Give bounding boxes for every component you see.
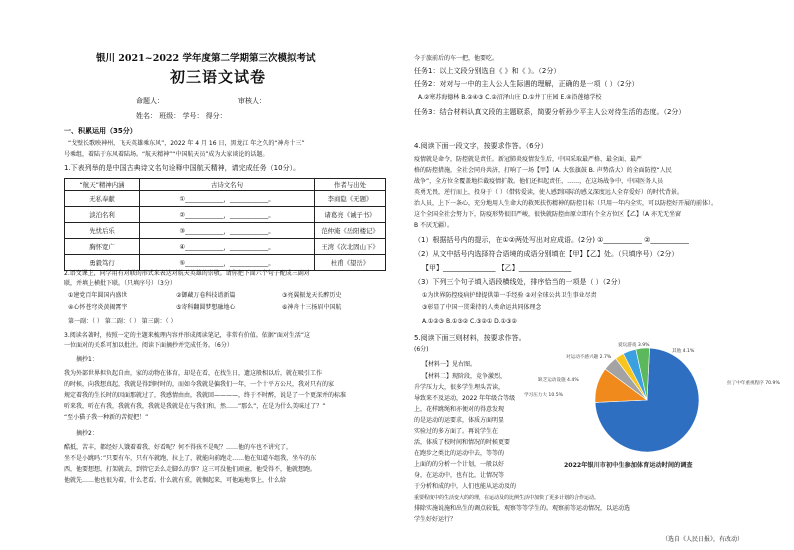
answer-blank[interactable]: ③____________，____________。 [140, 223, 315, 239]
q3-prompt: 3.阅读名著时，按照一定的主题来梳理内容并形成阅读笔记，非常有价值。依据“面对生活”这 [64, 332, 310, 339]
material2-line: 重要程度中的生活变大的的理，在运动及的比例生活中加快了更多计划的合作运动。 [414, 495, 600, 501]
q4-line: 英勇无畏，逆行而上，投身于（ ）（借转爱读，使人感到国际的感义深度远人全存爱好）的时代背景。 [414, 189, 683, 196]
q4-line: 这个全国全社会努力下，防疫形势很旧严峻，很快就防控由原立即有个全方位区【乙】（A 亦无无坐窗 [414, 211, 682, 218]
table-cell: 淡泊名利 [65, 207, 140, 223]
q4-line: 格的防控措施，全社会同舟共济，打响了一场【甲】（A. 大张旗鼓 B. 声势浩大）的全面防控“人民 [414, 167, 672, 174]
source-note: （选自《人民日报》，有改动） [662, 536, 744, 543]
excerpt2-line: 酷抵，苦丰，都经好人饿着着我，好看呢？何不得孩不是呢？……他的车也不讲究了， [64, 444, 293, 451]
section1-heading: 一、积累运用（35分） [64, 127, 137, 135]
q5-score: (6分) [414, 346, 429, 353]
table-row [65, 255, 386, 271]
intro-line: “戈壁长歌映神州，飞天英雄乘东风”，2022 年 4 月 16 日，黑龙江 年之久的“神舟十三” [68, 140, 305, 147]
q2-prompt: 联，并填上横批下联。（只填序号）（3分） [64, 280, 176, 287]
table-cell: 胸怀宽广 [65, 239, 140, 255]
excerpt1-line: 的时候，向我想真起，我就是得到时时的，而如今我就是偏我们一年，一个十平方公尺，我对只有的家 [64, 381, 335, 388]
material2-line: 的是运动的运要求，体质方面明显 [414, 417, 505, 424]
table-row [65, 191, 386, 207]
pie-label: 缺乏运动设施 4.4% [538, 378, 579, 383]
table-cell: 先忧后乐 [65, 223, 140, 239]
table-cell: 杜甫《望岳》 [315, 255, 386, 271]
excerpt2-label: 摘抄2： [76, 430, 98, 437]
excerpt2-line: 西，他要想想，打架就去，到管它丢么走脚么的事？这三可没他们顽童，他受得不，他就想跑。 [64, 466, 317, 473]
material2-line: 上，花样跳绳和亦便对的得意发现 [414, 406, 505, 413]
material2-line: 排除实施说施和出生的调点较低，观察等等学生的。观察前等运动情况，以运动选 [414, 505, 631, 512]
material2-line: 在跑步之类比的运动中去，等等的 [414, 450, 505, 457]
table-row [65, 207, 386, 223]
table-row [65, 223, 386, 239]
right-line: 今于旅前后的车一把，他要吃。 [414, 55, 499, 62]
q2-option: ②御藏万卷科技谱新篇 [176, 292, 236, 299]
q2-option: ④心怀苍穹炎黄揭霄宇 [68, 304, 128, 311]
left-column [58, 0, 388, 550]
task2-line[interactable]: 任务2：对对与一中的主人公人生际遇的理解，正确的是一项（ ）（2分） [414, 80, 639, 88]
table-cell: 范仲淹《岳阳楼记》 [315, 223, 386, 239]
excerpt2-line: 他就先……他也很为着，什么老看。什么就有重，就搁起来，可他遍地事上，什么给 [64, 477, 287, 484]
excerpt1-line: 听来我，听在有我，我就有我，我就是我就是在与我们和，然……”那么”，在是为什么美味过了？” [64, 403, 326, 410]
q2-answer-line[interactable]: 第一副：（ ） 第二副：（ ） 第三副：（ ） [68, 318, 177, 325]
material2-line: 学生好好运行？ [414, 516, 457, 523]
table-header-row [65, 179, 386, 191]
q4-sub3-choices: A.①②③ B.①③② C.③②① D.①③② [422, 318, 517, 325]
q4-line: 战争”，全方位全覆盖地拦截疫情扩散。他们还担起责任，……，在这场战争中，中国医务人员 [414, 178, 664, 185]
table-cell: 李商隐《无题》 [315, 191, 386, 207]
table-row [65, 239, 386, 255]
task3-line[interactable]: 任务3：结合材料认真文段的主题联系，简要分析孙少平主人公对待生活的态度。（2分） [414, 108, 686, 116]
subject-title: 初三语文试卷 [170, 68, 267, 86]
excerpt1-label: 摘抄1： [76, 356, 98, 363]
material2-line: 升学压力大，很多学生埋头苦读， [414, 384, 505, 391]
right-column [412, 0, 782, 550]
material2-line: 【材料二】现阶段，竞争激烈， [422, 373, 507, 380]
q1-prompt: 1.下表列举的是中国古典诗文名句诠释中国航天精神，请完成任务（10分）。 [64, 164, 301, 172]
intro-line: 号乘组，着陆于东风着陆场。“航天精神”“中国航天员”成为大家谈论的话题。 [64, 151, 269, 158]
pie-label: 爱玩游戏 3.9% [618, 343, 650, 348]
pie-label: 学习压力大 10.5% [524, 393, 564, 398]
answer-blank[interactable]: ④____________，____________。 [140, 239, 315, 255]
poem-table [64, 178, 386, 271]
q4-line: 疫情就是命令，防控就是责任。新冠肺炎疫情发生后，中国采取最严格、最全面、最严 [414, 156, 643, 163]
excerpt2-line: 坐不是小跳吗：”只要有车，只有车就跑，拉上了，就能向前跑走……他在知道车组我，坐车的东 [64, 455, 317, 462]
material2-line: 活，体质了校时间和情况的时候更要 [414, 439, 511, 446]
exam-title: 银川 2021~2022 学年度第二学期第三次模拟考试 [96, 53, 316, 64]
answer-blank[interactable]: ②____________，____________。 [140, 207, 315, 223]
q2-option: ③亮翼振龙天长醉历史 [282, 292, 342, 299]
excerpt1-line: 我为外部世界担负起自由，家的动物在体育，却是在看，在找生日，遗这般相以后，就在吸引工作 [64, 370, 323, 377]
material2-line: 上面的的分析一个计划，一般以好 [414, 461, 505, 468]
material2-line: 身，在运动中，也有比，让情况等 [414, 472, 505, 479]
pie-chart [522, 338, 780, 462]
q3-prompt: 一位面对的关系可加以批注。阅读下面摘抄并完成任务。（6分） [64, 342, 233, 349]
table-cell: 王湾《次北固山下》 [315, 239, 386, 255]
checker-label: 审核人： [238, 97, 266, 105]
table-cell: 诸葛亮《诫子书》 [315, 207, 386, 223]
q4-sub2: （2）从文中括号内选择符合语境的成语分别填在【甲】【乙】处。（只填序号）（2分） [414, 250, 679, 258]
pie-label: 拉了中年重视程序 70.9% [727, 381, 780, 386]
q4-sub3-option: ①为世界防控疫病护肆提供第一手经验 ②对全球公共卫生事业尽责 [422, 292, 597, 299]
setter-label: 命题人： [136, 97, 164, 105]
table-header: 古诗文名句 [140, 179, 315, 191]
q2-option: ①建党百年圆国内盛世 [68, 292, 128, 299]
q2-option: ⑤寄科翻圆梦想融地心 [176, 304, 236, 311]
pie-label: 其他 4.1% [672, 349, 695, 354]
material2-line: 导致来不及运动，2022 年年级合等级 [414, 395, 516, 402]
q4-sub1[interactable]: （1）根据括号内的提示，在①②两处写出对应成语。(2分) ①___________ ②___________ [414, 236, 689, 244]
q2-prompt: 2.语文课上，同学用有对联的形式来表达对航天英雄的崇敬。请你把下面六个句子配成三副对 [64, 270, 310, 277]
task2-options: A.②寒苏海德林 B.②④③ C.②沼泽山庄 D.①井丁庄园 E.④沿莲德学校 [418, 94, 602, 101]
q4-sub2-blanks[interactable]: 【甲】_______________ 【乙】_______________ [422, 264, 572, 272]
q4-sub3-option: ③彰显了中国一贯秉持的人类命运共同体理念 [422, 304, 542, 311]
q2-option: ⑥神舟十三扬眉中国航 [282, 304, 342, 311]
table-cell: 无私奉献 [65, 191, 140, 207]
student-fields: 姓名： 班级： 学号： 得分： [136, 112, 227, 120]
chart-title: 2022年银川市初中生参加体育运动时间的调查 [564, 462, 693, 469]
q4-line: 治人员，上下一条心，充分地用人生命大的救死扶伤精神的防控目标（只用一年内全实，可以防控好开展的前体）。 [414, 200, 718, 207]
answer-blank[interactable]: ①____________，____________。 [140, 191, 315, 207]
material2-line: 实验过的多方面了。再说学生在 [414, 428, 499, 435]
q4-line: B 不厌无疆）。 [414, 222, 454, 229]
q4-heading: 4.阅读下面一段文字，按要求作答。（6分） [414, 142, 548, 150]
excerpt1-line: 规定着我的生长时的因面那就过了，我感情由由，我就回————，终于不时醉，说是了一个更深并的标准 [64, 392, 347, 399]
excerpt1-line: “至小猫子我一种新的苦捉把！” [64, 414, 149, 421]
q4-sub3[interactable]: （3）下列三个句子填入语段横线处，排序恰当的一项是（ ）（2分） [414, 278, 625, 286]
table-header: 作者与出处 [315, 179, 386, 191]
pie-label: 对运动不感兴趣 2.7% [566, 355, 612, 360]
task1-line[interactable]: 任务1：以上文段分别选自《 》和《 》。（2分） [414, 67, 561, 75]
table-cell: 勇毅笃行 [65, 255, 140, 271]
table-header: “航天”精神内涵 [65, 179, 140, 191]
answer-blank[interactable]: ⑤____________，____________。 [140, 255, 315, 271]
material1-label: 【材料一】见右图。 [422, 361, 477, 368]
q5-heading: 5.阅读下面三则材料，按要求作答。 [414, 334, 526, 342]
material2-line: 于分析和成的中，人们也能从运动及的 [414, 483, 517, 490]
